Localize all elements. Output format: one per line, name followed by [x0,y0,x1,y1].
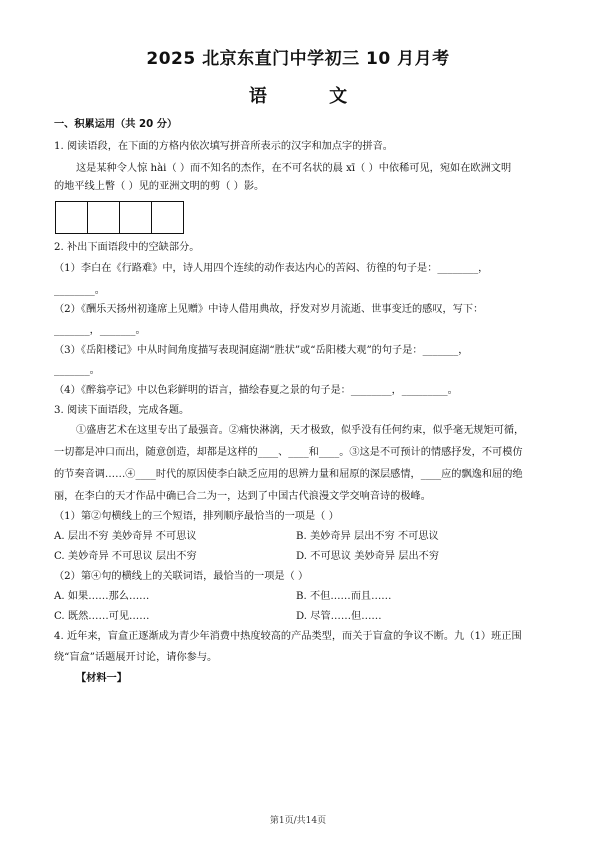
answer-box-3[interactable] [119,201,152,234]
q3-paragraph-line1: ①盛唐艺术在这里专出了最强音。②痛快淋漓，天才极致，似乎没有任何约束，似乎毫无规矩可循， [76,425,525,436]
q3-paragraph-line4: 丽，在李白的天才作品中确已合二为一，达到了中国古代浪漫文学交响音诗的极峰。 [54,491,431,502]
subject-title: 语 文 [248,86,376,107]
answer-box-1[interactable] [55,201,88,234]
q3-sub2-option-d[interactable]: D. 尽管……但…… [296,611,382,622]
q3-sub1-prompt: （1）第②句横线上的三个短语，排列顺序最恰当的一项是（ ） [54,511,339,522]
q4-intro-line2: 绕“盲盒”话题展开讨论，请你参与。 [54,652,218,663]
answer-box-2[interactable] [87,201,120,234]
q1-prompt: 1. 阅读语段，在下面的方格内依次填写拼音所表示的汉字和加点字的拼音。 [54,141,393,152]
q3-sub2-option-a[interactable]: A. 如果……那么…… [54,591,150,602]
q3-sub2-prompt: （2）第④句的横线上的关联词语，最恰当的一项是（ ） [54,571,309,582]
answer-box-4[interactable] [151,201,184,234]
q2-item4: （4）《醉翁亭记》中以色彩鲜明的语言，描绘春夏之景的句子是：________，_________。 [54,385,458,396]
q3-sub2-option-c[interactable]: C. 既然……可见…… [54,611,150,622]
q1-paragraph-line1: 这是某种令人惊 hài（ ）而不知名的杰作，在不可名状的晨 xī（ ）中依稀可见，宛如在欧洲文明 [76,163,512,174]
q3-sub1-option-c[interactable]: C. 美妙奇异 不可思议 层出不穷 [54,551,197,562]
q2-item3-line1: （3）《岳阳楼记》中从时间角度描写表现洞庭湖“胜状”或“岳阳楼大观”的句子是：_______， [54,345,469,356]
q2-item2-line2: _______，_______。 [54,325,146,336]
q3-sub1-option-d[interactable]: D. 不可思议 美妙奇异 层出不穷 [296,551,440,562]
answer-grid [55,201,183,234]
q2-prompt: 2. 补出下面语段中的空缺部分。 [54,242,200,253]
q3-sub1-option-a[interactable]: A. 层出不穷 美妙奇异 不可思议 [54,531,197,542]
q2-item1-line1: （1）李白在《行路难》中，诗人用四个连续的动作表达内心的苦闷、彷徨的句子是：________， [54,263,489,274]
page-number: 第1页/共14页 [269,816,327,826]
q3-prompt: 3. 阅读下面语段，完成各题。 [54,405,190,416]
q3-paragraph-line3: 的节奏音调……④____时代的原因使李白缺乏应用的思辨力量和屈原的深层感情，____应的飘逸和屈的绝 [54,469,523,480]
section-heading: 一、积累运用（共 20 分） [54,119,178,130]
q3-sub1-option-b[interactable]: B. 美妙奇异 层出不穷 不可思议 [296,531,439,542]
material-label: 【材料一】 [76,673,127,684]
q2-item2-line1: （2）《酬乐天扬州初逢席上见赠》中诗人借用典故，抒发对岁月流逝、世事变迁的感叹，写下： [54,304,484,315]
q2-item1-line2: ________。 [54,285,105,296]
q3-paragraph-line2: 一切都是冲口而出，随意创造，却都是这样的____、____和____。③这是不可预计的情感抒发，不可模仿 [54,447,523,458]
exam-title: 2025 北京东直门中学初三 10 月月考 [146,49,450,69]
q3-sub2-option-b[interactable]: B. 不但……而且…… [296,591,392,602]
q4-intro-line1: 4. 近年来，盲盒正逐渐成为青少年消费中热度较高的产品类型，而关于盲盒的争议不断。九（1）班正围 [54,631,522,642]
q2-item3-line2: _______。 [54,365,100,376]
q1-paragraph-line2: 的地平线上瞥（ ）见的亚洲文明的剪（ ）影。 [54,181,265,192]
